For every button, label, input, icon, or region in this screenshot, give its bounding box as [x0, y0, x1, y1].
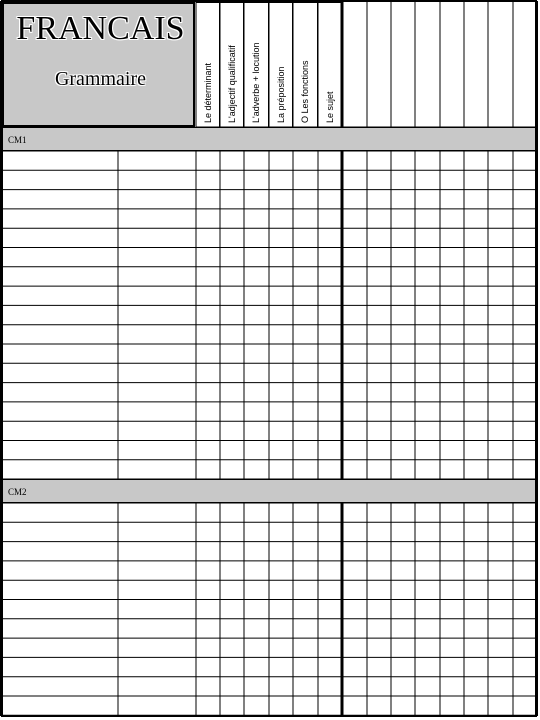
- cm2-student-firstname-cell[interactable]: [119, 638, 195, 657]
- column-header-adverbe: [244, 2, 269, 127]
- cm2-student-name-cell[interactable]: [3, 677, 117, 696]
- column-header-label: Le déterminant: [202, 62, 213, 123]
- cm1-student-firstname-cell[interactable]: [119, 267, 195, 286]
- cm1-student-name-cell[interactable]: [3, 460, 117, 479]
- cm1-student-name-cell[interactable]: [3, 170, 117, 189]
- column-header-label: Le sujet: [324, 91, 335, 123]
- section-label: CM1: [8, 135, 27, 145]
- cm1-student-name-cell[interactable]: [3, 383, 117, 402]
- cm2-student-name-cell[interactable]: [3, 542, 117, 561]
- column-header-determinant: [196, 2, 220, 127]
- cm1-student-firstname-cell[interactable]: [119, 305, 195, 324]
- cm1-student-firstname-cell[interactable]: [119, 402, 195, 421]
- cm1-student-name-cell[interactable]: [3, 325, 117, 344]
- cm1-student-name-cell[interactable]: [3, 402, 117, 421]
- page-title: FRANCAIS: [16, 10, 185, 47]
- cm2-student-firstname-cell[interactable]: [119, 580, 195, 599]
- column-header-sujet: [318, 2, 342, 127]
- cm1-student-name-cell[interactable]: [3, 267, 117, 286]
- cm1-student-name-cell[interactable]: [3, 286, 117, 305]
- column-header-label: L'adverbe + locution: [251, 42, 261, 123]
- cm2-student-firstname-cell[interactable]: [119, 522, 195, 541]
- cm1-student-firstname-cell[interactable]: [119, 344, 195, 363]
- column-header-preposition: [269, 2, 293, 127]
- cm1-student-firstname-cell[interactable]: [119, 383, 195, 402]
- cm1-student-firstname-cell[interactable]: [119, 151, 195, 170]
- cm2-student-firstname-cell[interactable]: [119, 561, 195, 580]
- cm1-student-firstname-cell[interactable]: [119, 209, 195, 228]
- cm2-student-name-cell[interactable]: [3, 503, 117, 522]
- cm2-student-name-cell[interactable]: [3, 657, 117, 676]
- cm1-student-firstname-cell[interactable]: [119, 363, 195, 382]
- cm2-student-firstname-cell[interactable]: [119, 619, 195, 638]
- section-label: CM2: [8, 487, 27, 497]
- cm1-student-firstname-cell[interactable]: [119, 460, 195, 479]
- cm1-student-firstname-cell[interactable]: [119, 248, 195, 267]
- page-subtitle: Grammaire: [54, 68, 147, 90]
- cm2-student-name-cell[interactable]: [3, 561, 117, 580]
- cm1-student-name-cell[interactable]: [3, 305, 117, 324]
- cm2-student-name-cell[interactable]: [3, 580, 117, 599]
- cm1-student-firstname-cell[interactable]: [119, 421, 195, 440]
- title-box: [2, 2, 195, 127]
- column-header-label: La préposition: [275, 66, 286, 123]
- column-header-label: O Les fonctions: [300, 60, 310, 123]
- section-band-cm2: [2, 479, 536, 503]
- cm1-student-firstname-cell[interactable]: [119, 441, 195, 460]
- cm2-student-firstname-cell[interactable]: [119, 542, 195, 561]
- column-header-fonctions: [293, 2, 318, 127]
- cm1-student-name-cell[interactable]: [3, 441, 117, 460]
- cm1-student-name-cell[interactable]: [3, 209, 117, 228]
- cm2-student-firstname-cell[interactable]: [119, 503, 195, 522]
- cm1-student-name-cell[interactable]: [3, 151, 117, 170]
- cm2-student-firstname-cell[interactable]: [119, 696, 195, 715]
- cm1-student-firstname-cell[interactable]: [119, 228, 195, 247]
- cm2-student-name-cell[interactable]: [3, 600, 117, 619]
- cm1-student-firstname-cell[interactable]: [119, 286, 195, 305]
- cm2-student-firstname-cell[interactable]: [119, 677, 195, 696]
- cm2-student-name-cell[interactable]: [3, 619, 117, 638]
- cm1-student-name-cell[interactable]: [3, 190, 117, 209]
- column-header-adjectif: [220, 2, 244, 127]
- cm1-student-firstname-cell[interactable]: [119, 325, 195, 344]
- cm1-student-name-cell[interactable]: [3, 363, 117, 382]
- cm1-student-firstname-cell[interactable]: [119, 190, 195, 209]
- cm2-student-name-cell[interactable]: [3, 696, 117, 715]
- cm2-student-name-cell[interactable]: [3, 522, 117, 541]
- cm1-student-name-cell[interactable]: [3, 344, 117, 363]
- cm2-student-name-cell[interactable]: [3, 638, 117, 657]
- column-header-label: L'adjectif qualificatif: [226, 45, 237, 123]
- cm1-student-name-cell[interactable]: [3, 228, 117, 247]
- cm2-student-firstname-cell[interactable]: [119, 600, 195, 619]
- cm2-student-firstname-cell[interactable]: [119, 657, 195, 676]
- section-band-cm1: [2, 127, 536, 151]
- cm1-student-name-cell[interactable]: [3, 421, 117, 440]
- cm1-student-name-cell[interactable]: [3, 248, 117, 267]
- cm1-student-firstname-cell[interactable]: [119, 170, 195, 189]
